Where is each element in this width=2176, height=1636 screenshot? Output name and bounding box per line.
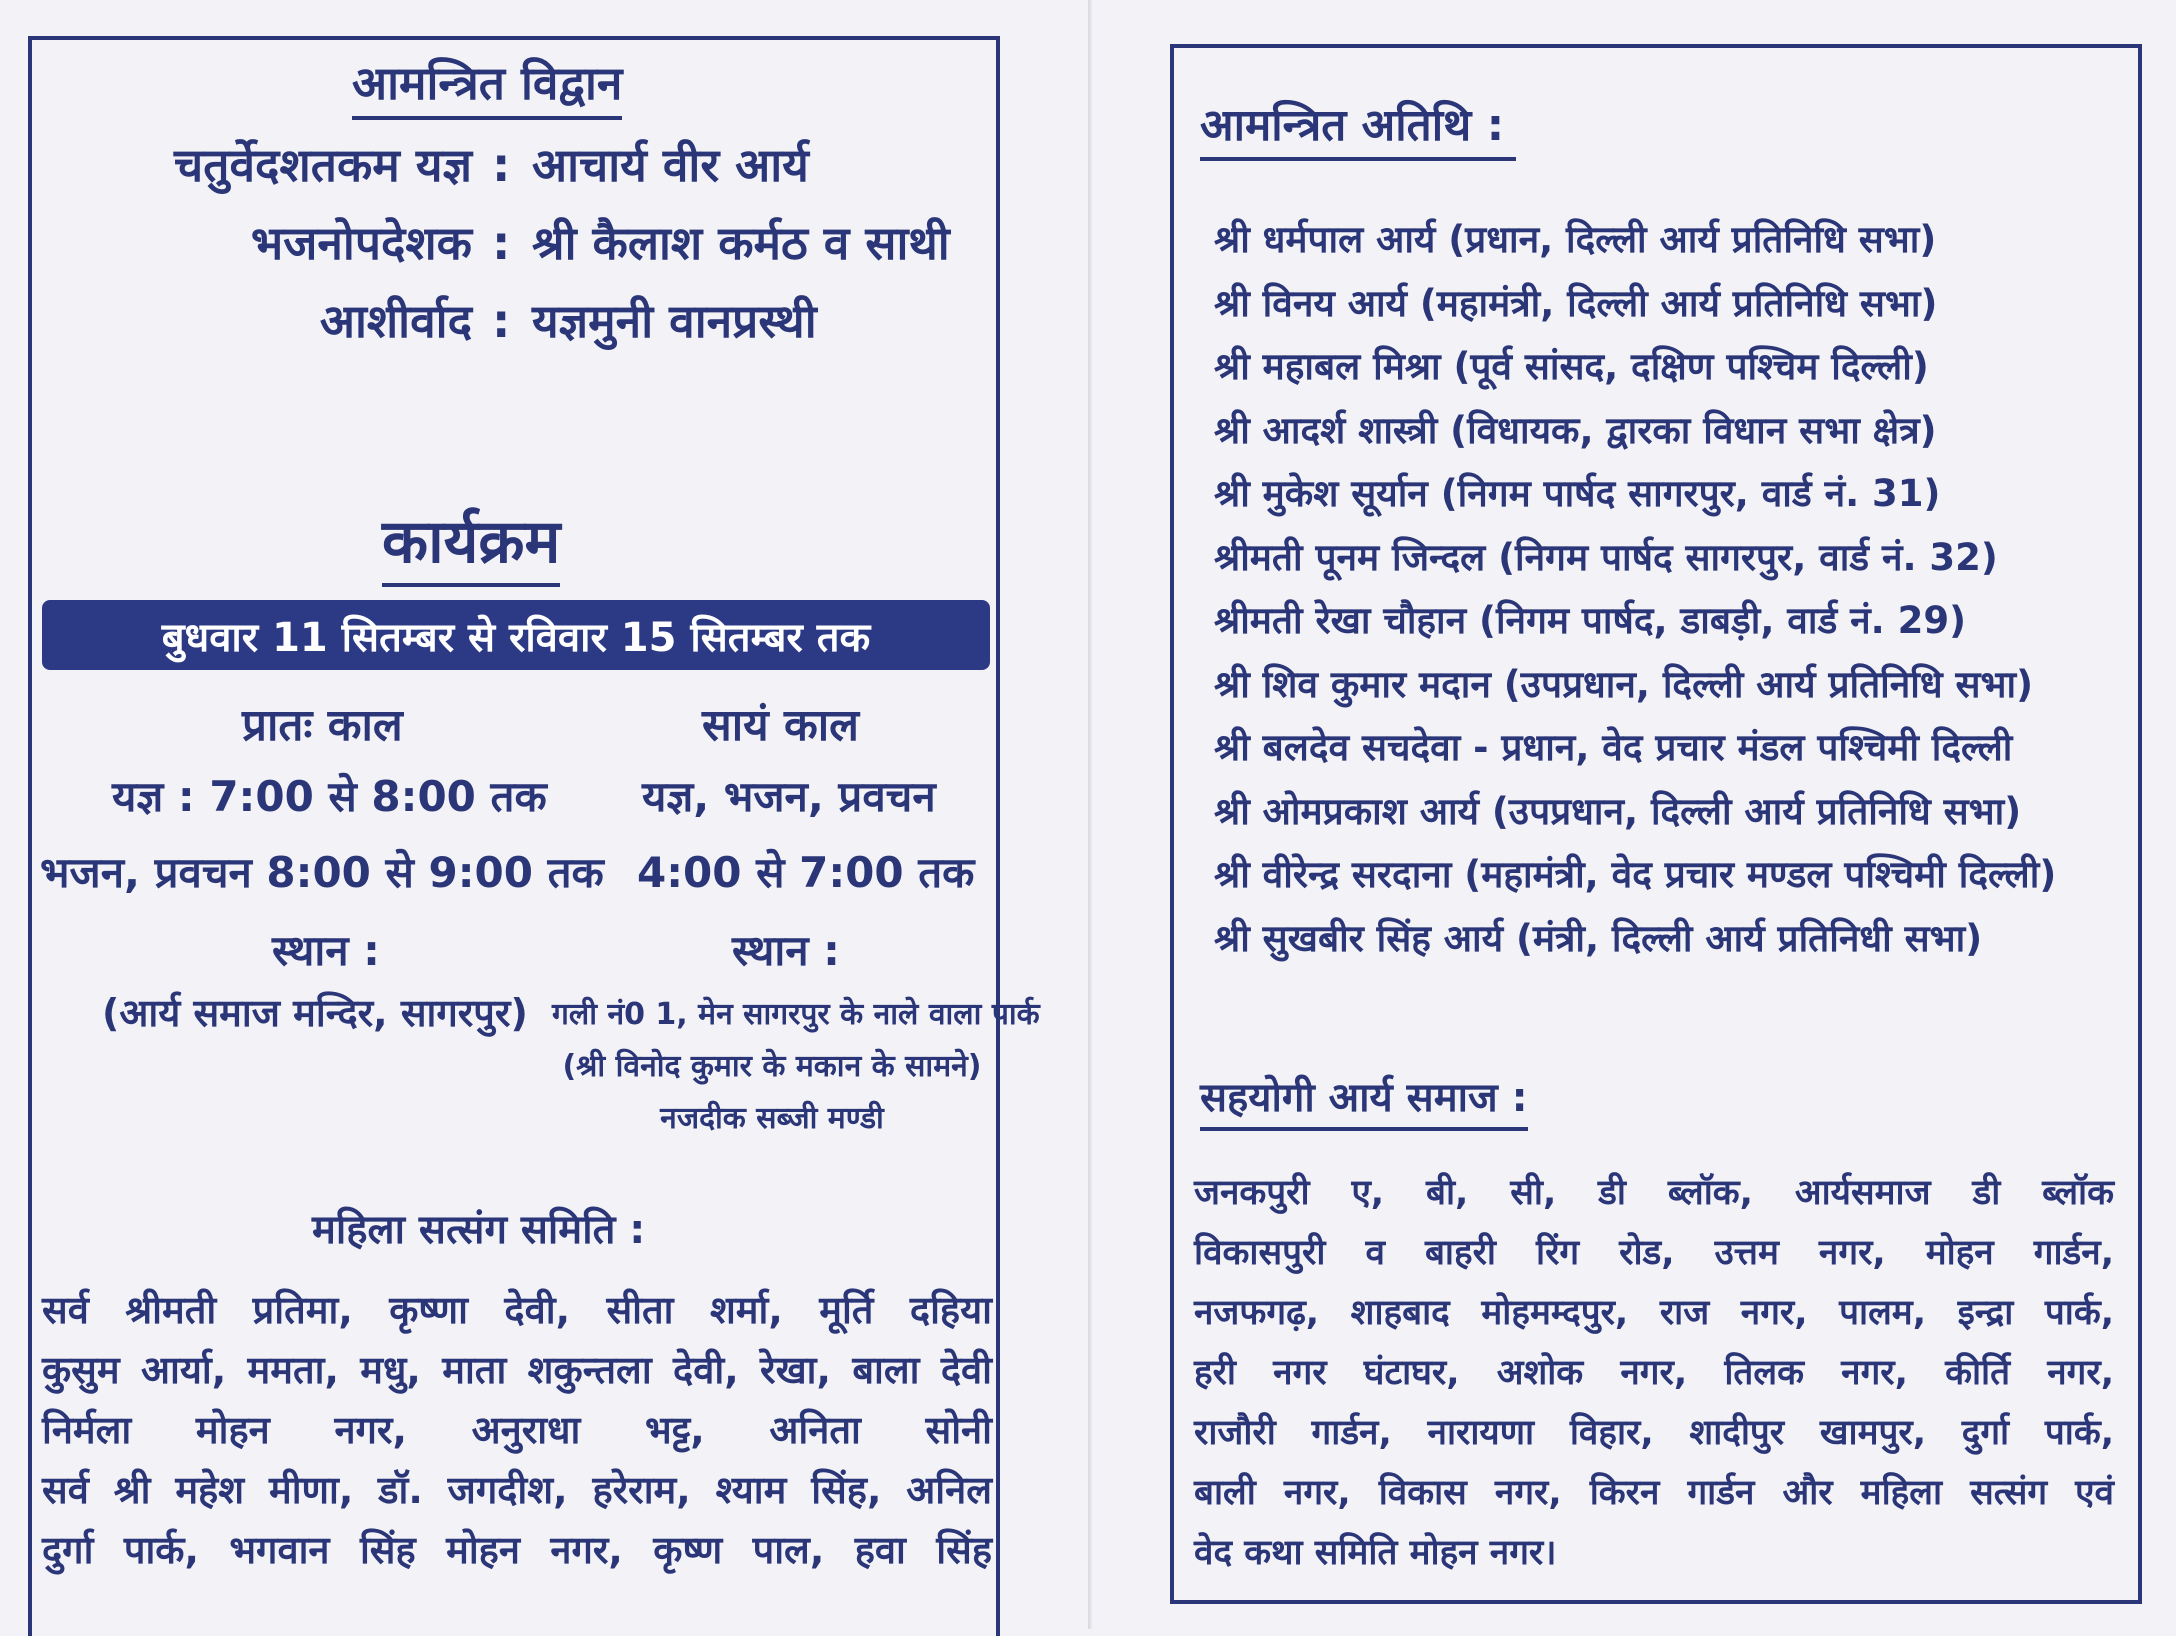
guest-item: श्री महाबल मिश्रा (पूर्व सांसद, दक्षिण पश्चिम दिल्ली) xyxy=(1214,345,1929,388)
role-label-yagya: चतुर्वेदशतकम यज्ञ xyxy=(174,138,472,192)
evening-heading: सायं काल xyxy=(702,700,859,751)
left-panel xyxy=(28,36,1040,1636)
date-range-banner: बुधवार 11 सितम्बर से रविवार 15 सितम्बर तक xyxy=(42,600,990,670)
role-value-blessing: यज्ञमुनी वानप्रस्थी xyxy=(532,294,817,348)
women-committee-line: सर्व श्री महेश मीणा, डॉ. जगदीश, हरेराम, श्याम सिंह, अनिल xyxy=(42,1468,992,1512)
morning-line-2: भजन, प्रवचन 8:00 से 9:00 तक xyxy=(40,848,604,897)
women-committee-line: सर्व श्रीमती प्रतिमा, कृष्णा देवी, सीता शर्मा, मूर्ति दहिया xyxy=(42,1288,992,1332)
morning-heading: प्रातः काल xyxy=(242,700,403,751)
supporting-samaj-line: विकासपुरी व बाहरी रिंग रोड, उत्तम नगर, मोहन गार्डन, xyxy=(1194,1233,2114,1273)
invited-scholars-title: आमन्त्रित विद्वान xyxy=(352,60,622,106)
evening-venue-line-3: नजदीक सब्जी मण्डी xyxy=(660,1101,884,1136)
morning-venue: (आर्य समाज मन्दिर, सागरपुर) xyxy=(102,991,528,1035)
role-label-blessing: आशीर्वाद xyxy=(319,294,472,348)
guest-item: श्री विनय आर्य (महामंत्री, दिल्ली आर्य प्रतिनिधि सभा) xyxy=(1214,281,1938,325)
guest-item: श्री शिव कुमार मदान (उपप्रधान, दिल्ली आर्य प्रतिनिधि सभा) xyxy=(1214,662,2034,706)
women-committee-line: निर्मला मोहन नगर, अनुराधा भट्ट, अनिता सोनी xyxy=(42,1408,992,1452)
evening-venue-line-1: गली नं0 1, मेन सागरपुर के नाले वाला पार्क xyxy=(552,997,1040,1032)
guest-item: श्री आदर्श शास्त्री (विधायक, द्वारका विधान सभा क्षेत्र) xyxy=(1214,408,1937,452)
women-committee-line: कुसुम आर्या, ममता, मधु, माता शकुन्तला देवी, रेखा, बाला देवी xyxy=(42,1348,992,1392)
morning-line-1: यज्ञ : 7:00 से 8:00 तक xyxy=(112,772,547,821)
evening-line-1: यज्ञ, भजन, प्रवचन xyxy=(642,772,936,821)
supporting-samaj-line: बाली नगर, विकास नगर, किरन गार्डन और महिला सत्संग एवं xyxy=(1194,1473,2114,1513)
guest-item: श्रीमती पूनम जिन्दल (निगम पार्षद सागरपुर, वार्ड नं. 32) xyxy=(1214,535,1998,579)
guest-list xyxy=(1214,208,2056,970)
guest-item: श्री मुकेश सूर्यान (निगम पार्षद सागरपुर, वार्ड नं. 31) xyxy=(1214,472,1941,515)
evening-venue-line-2: (श्री विनोद कुमार के मकान के सामने) xyxy=(562,1049,982,1084)
guests-title: आमन्त्रित अतिथि : xyxy=(1200,104,1516,148)
page-fold xyxy=(1088,0,1092,1629)
guest-item: श्री बलदेव सचदेवा - प्रधान, वेद प्रचार मंडल पश्चिमी दिल्ली xyxy=(1214,726,2013,769)
guest-item: श्री ओमप्रकाश आर्य (उपप्रधान, दिल्ली आर्य प्रतिनिधि सभा) xyxy=(1214,789,2022,833)
supporting-samaj-line: राजौरी गार्डन, नारायणा विहार, शादीपुर खामपुर, दुर्गा पार्क, xyxy=(1194,1413,2114,1453)
role-value-bhajan: श्री कैलाश कर्मठ व साथी xyxy=(532,216,950,270)
supporting-samaj-line: वेद कथा समिति मोहन नगर। xyxy=(1194,1533,1557,1573)
role-label-bhajan: भजनोपदेशक xyxy=(250,216,472,270)
evening-venue-label: स्थान : xyxy=(732,926,840,975)
women-committee-title: महिला सत्संग समिति : xyxy=(312,1207,646,1253)
guest-item: श्री वीरेन्द्र सरदाना (महामंत्री, वेद प्रचार मण्डल पश्चिमी दिल्ली) xyxy=(1214,853,2057,896)
women-committee-list xyxy=(42,1280,992,1580)
evening-line-2: 4:00 से 7:00 तक xyxy=(637,848,975,897)
supporting-samaj-list xyxy=(1194,1163,2114,1583)
morning-venue-label: स्थान : xyxy=(272,926,380,975)
supporting-samaj-title: सहयोगी आर्य समाज : xyxy=(1200,1078,1528,1118)
role-value-yagya: आचार्य वीर आर्य xyxy=(532,138,809,192)
program-title: कार्यक्रम xyxy=(382,512,560,572)
supporting-samaj-line: नजफगढ़, शाहबाद मोहमम्दपुर, राज नगर, पालम, इन्द्रा पार्क, xyxy=(1194,1293,2114,1333)
guest-item: श्रीमती रेखा चौहान (निगम पार्षद, डाबड़ी, वार्ड नं. 29) xyxy=(1214,599,1967,642)
women-committee-line: दुर्गा पार्क, भगवान सिंह मोहन नगर, कृष्ण पाल, हवा सिंह xyxy=(42,1528,992,1572)
role-colon: : xyxy=(492,294,511,348)
guest-item: श्री सुखबीर सिंह आर्य (मंत्री, दिल्ली आर्य प्रतिनिधी सभा) xyxy=(1214,916,1983,960)
guest-item: श्री धर्मपाल आर्य (प्रधान, दिल्ली आर्य प्रतिनिधि सभा) xyxy=(1214,218,1937,261)
supporting-samaj-line: हरी नगर घंटाघर, अशोक नगर, तिलक नगर, कीर्ति नगर, xyxy=(1194,1353,2114,1393)
role-colon: : xyxy=(492,216,511,270)
role-colon: : xyxy=(492,138,511,192)
right-panel xyxy=(1170,44,2142,1604)
supporting-samaj-line: जनकपुरी ए, बी, सी, डी ब्लॉक, आर्यसमाज डी ब्लॉक xyxy=(1194,1173,2114,1213)
